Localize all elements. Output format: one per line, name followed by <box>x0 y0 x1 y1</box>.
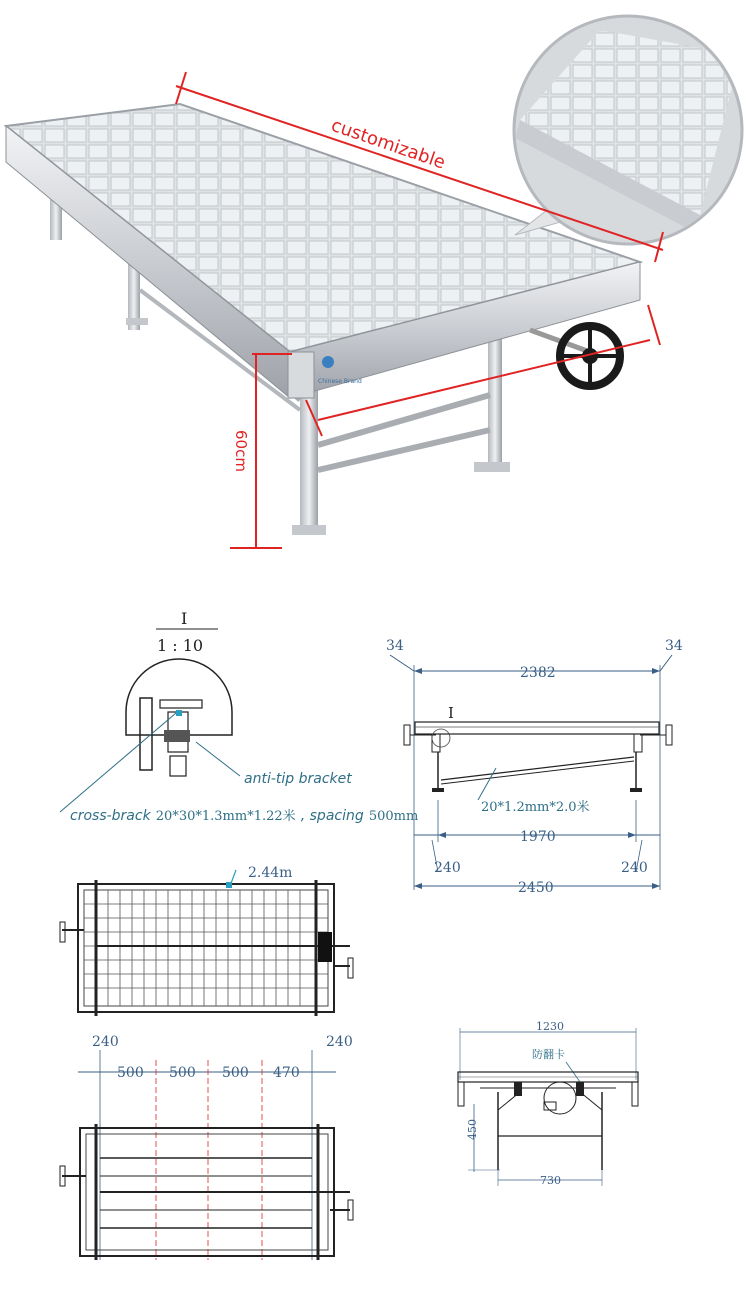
svg-text:cross-brack 20*30*1.3mm* <box>70 805 418 824</box>
top-width: 2382 <box>520 665 556 681</box>
side-view <box>386 638 683 896</box>
table-photo <box>6 16 742 548</box>
total-width: 2450 <box>518 880 554 896</box>
height-label: 60cm <box>232 430 250 472</box>
spacing-value: 500mm <box>368 809 419 824</box>
bottom-view <box>60 1034 353 1260</box>
top-view-grid <box>84 890 328 1006</box>
anti-tip-label: anti-tip bracket <box>244 771 352 787</box>
side-detail-mark: I <box>448 704 454 722</box>
brace-spec: 20*1.2mm*2.0米 <box>481 800 590 815</box>
right-overhang: 240 <box>621 860 648 876</box>
brand-logo-text: Chinese Brand <box>318 378 362 385</box>
bottom-left-end: 240 <box>92 1034 119 1050</box>
end-width: 1230 <box>536 1020 564 1033</box>
hand-wheel <box>530 326 620 386</box>
detail-i <box>60 609 418 824</box>
tray-length: 2.44m <box>248 865 293 881</box>
top-view <box>60 865 353 1016</box>
left-overhang: 240 <box>434 860 461 876</box>
end-view <box>458 1020 638 1187</box>
crossbrack-spec: 20*30*1.3mm*1.22米 <box>155 809 296 824</box>
detail-mark: I <box>181 609 188 628</box>
customizable-label: customizable <box>328 114 448 174</box>
bottom-spacing-3: 500 <box>222 1065 249 1081</box>
bottom-spacing-1: 500 <box>117 1065 144 1081</box>
bottom-right-end: 240 <box>326 1034 353 1050</box>
end-leg-span: 730 <box>540 1174 561 1187</box>
tray-zoom-callout <box>514 16 742 244</box>
crossbrack-label: cross-brack <box>70 808 151 824</box>
anti-tip-cn: 防翻卡 <box>532 1048 565 1061</box>
detail-circle <box>126 659 232 735</box>
detail-scale: 1 : 10 <box>157 636 204 655</box>
left-offset: 34 <box>386 638 404 654</box>
inner-width: 1970 <box>520 829 556 845</box>
end-height: 450 <box>466 1119 479 1140</box>
spacing-label: , spacing <box>300 808 364 824</box>
bottom-spacing-4: 470 <box>273 1065 300 1081</box>
right-offset: 34 <box>665 638 683 654</box>
bottom-spacing-2: 500 <box>169 1065 196 1081</box>
